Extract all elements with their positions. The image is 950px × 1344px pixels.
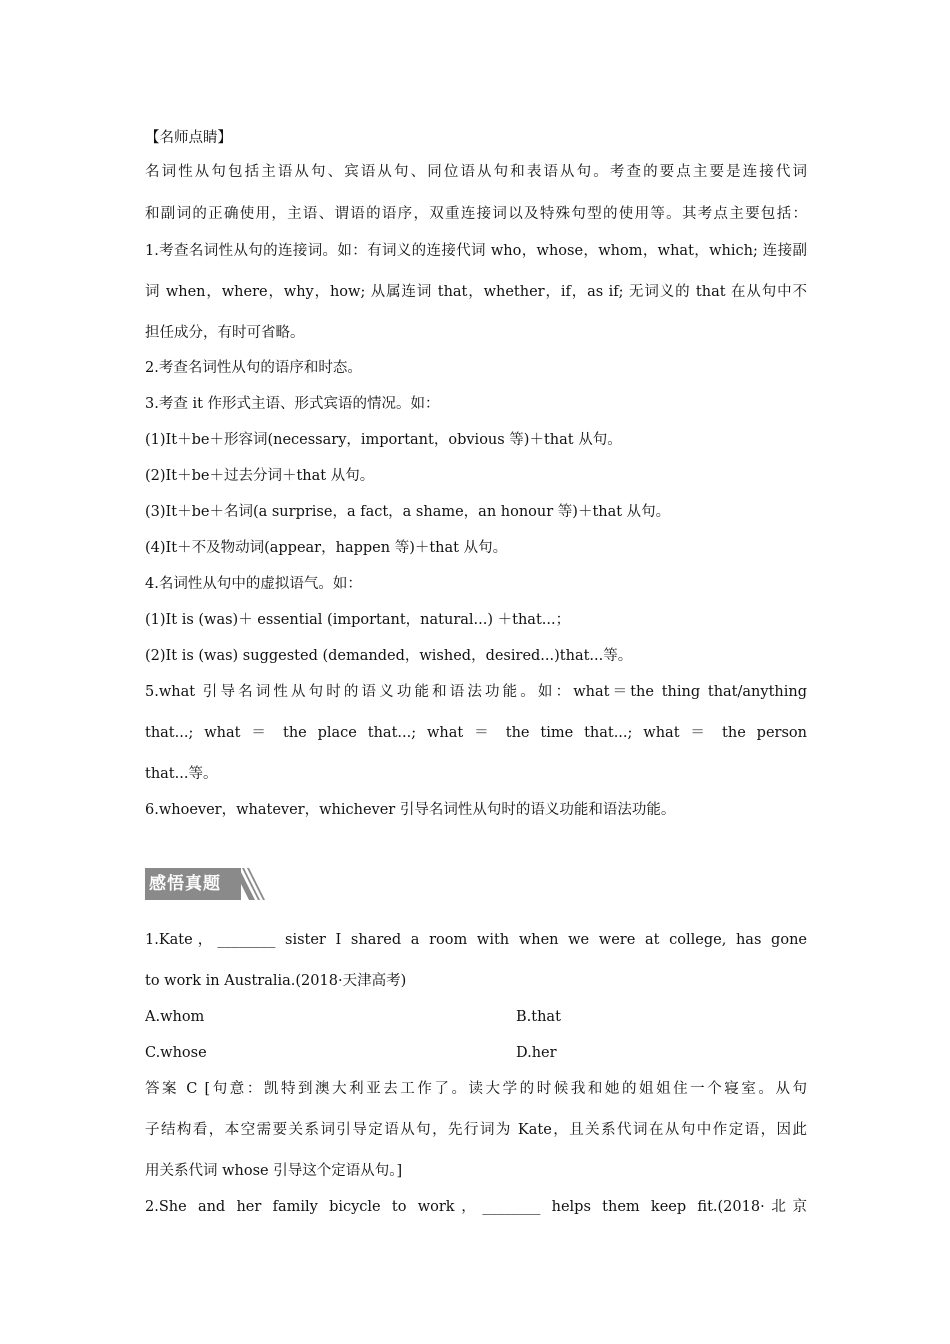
point-3-sub-3: (3)It＋be＋名词(a surprise，a fact，a shame，an honour 等)＋that 从句。 — [145, 504, 671, 520]
point-5-line-3: that...等。 — [145, 766, 218, 782]
question-1-option-d: D.her — [516, 1045, 557, 1061]
question-1-answer-line-1: 答案 C [句意：凯特到澳大利亚去工作了。读大学的时候我和她的姐姐住一个寝室。从句 — [145, 1081, 807, 1097]
point-1-line-3: 担任成分，有时可省略。 — [145, 325, 305, 341]
point-1-line-2: 词 when，where，why，how; 从属连词 that，whether，if，as if; 无词义的 that 在从句中不 — [145, 284, 807, 300]
question-1-line-2: to work in Australia.(2018·天津高考) — [145, 973, 407, 989]
point-3-sub-2: (2)It＋be＋过去分词＋that 从句。 — [145, 468, 375, 484]
question-1-option-c: C.whose — [145, 1045, 207, 1061]
intro-line-2: 和副词的正确使用，主语、谓语的语序，双重连接词以及特殊句型的使用等。其考点主要包括： — [145, 206, 807, 222]
point-5-line-1: 5.what 引导名词性从句时的语义功能和语法功能。如：what＝the thing that/anything — [145, 684, 807, 700]
question-1-answer-line-3: 用关系代词 whose 引导这个定语从句。] — [145, 1163, 403, 1179]
point-1-line-1: 1.考查名词性从句的连接词。如：有词义的连接代词 who，whose，whom，what，which; 连接副 — [145, 243, 807, 259]
section-tag — [145, 868, 267, 900]
question-1-option-b: B.that — [516, 1009, 561, 1025]
question-2-line-1: 2.She and her family bicycle to work，________ helps them keep fit.(2018·北京 — [145, 1199, 807, 1215]
stripes-icon — [233, 868, 267, 900]
point-4-sub-2: (2)It is (was) suggested (demanded，wished，desired...)that...等。 — [145, 648, 633, 664]
point-4-sub-1: (1)It is (was)＋ essential (important，natural...) ＋that...； — [145, 612, 571, 628]
point-3-sub-4: (4)It＋不及物动词(appear，happen 等)＋that 从句。 — [145, 540, 508, 556]
point-3-sub-1: (1)It＋be＋形容词(necessary，important，obvious 等)＋that 从句。 — [145, 432, 622, 448]
intro-line-1: 名词性从句包括主语从句、宾语从句、同位语从句和表语从句。考查的要点主要是连接代词 — [145, 164, 807, 180]
question-1-line-1: 1.Kate，________ sister I shared a room with when we were at college, has gone — [145, 932, 807, 948]
point-2: 2.考查名词性从句的语序和时态。 — [145, 360, 362, 376]
question-1-answer-line-2: 子结构看，本空需要关系词引导定语从句，先行词为 Kate，且关系代词在从句中作定语，因此 — [145, 1122, 807, 1138]
tips-heading: 【名师点睛】 — [145, 130, 232, 146]
point-5-line-2: that...; what ＝ the place that...; what ＝ the time that...; what ＝ the person — [145, 725, 807, 741]
section-tag-label: 感悟真题 — [149, 874, 221, 894]
question-1-option-a: A.whom — [145, 1009, 205, 1025]
point-6: 6.whoever，whatever，whichever 引导名词性从句时的语义功能和语法功能。 — [145, 802, 676, 818]
point-4: 4.名词性从句中的虚拟语气。如： — [145, 576, 362, 592]
point-3: 3.考查 it 作形式主语、形式宾语的情况。如： — [145, 396, 440, 412]
